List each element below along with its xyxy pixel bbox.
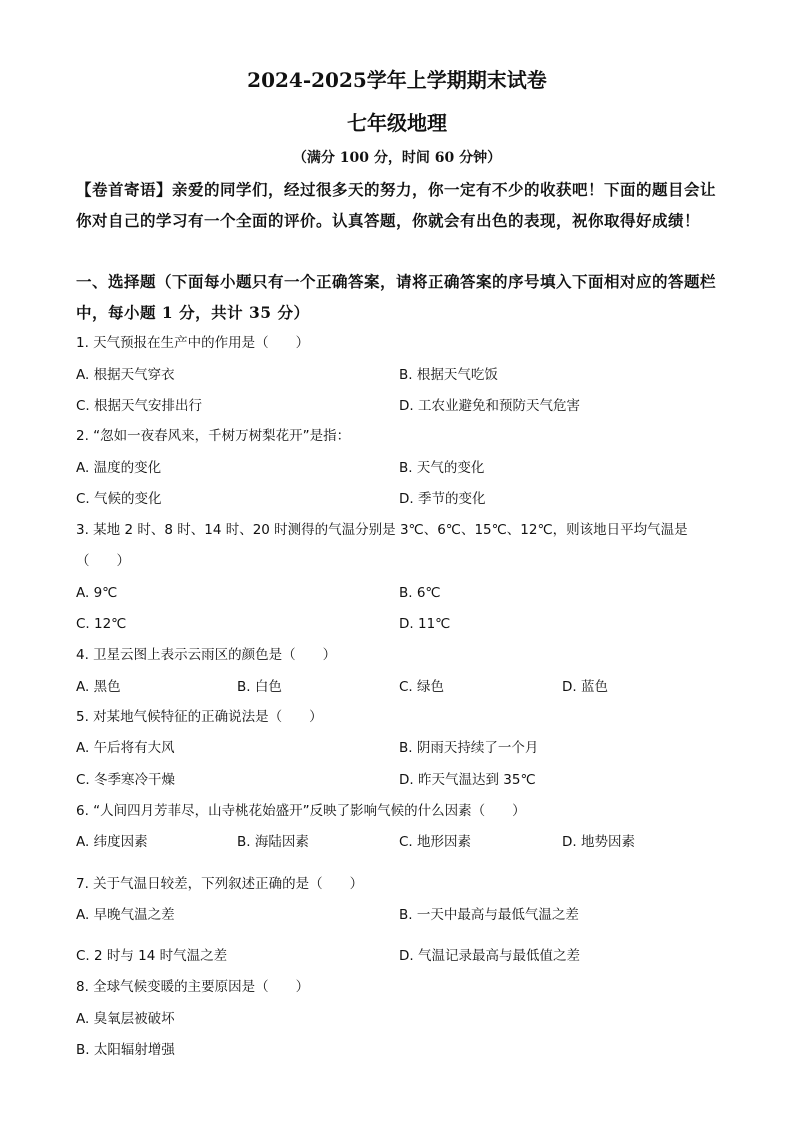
option-b: B. 天气的变化 — [399, 460, 485, 476]
option-c: C. 冬季寒冷干燥 — [76, 772, 176, 788]
option-b: B. 阴雨天持续了一个月 — [399, 740, 539, 756]
option-b: B. 白色 — [237, 679, 282, 695]
option-a: A. 温度的变化 — [76, 460, 162, 476]
option-c: C. 地形因素 — [399, 834, 472, 850]
option-b: B. 太阳辐射增强 — [76, 1042, 175, 1058]
option-c: C. 根据天气安排出行 — [76, 398, 203, 414]
exam-info: （满分 100 分，时间 60 分钟） — [292, 150, 502, 166]
option-a: A. 午后将有大风 — [76, 740, 175, 756]
option-d: D. 工农业避免和预防天气危害 — [399, 398, 580, 414]
option-b: B. 6℃ — [399, 585, 441, 601]
question-stem: 1. 天气预报在生产中的作用是（ ） — [76, 335, 310, 351]
option-d: D. 气温记录最高与最低值之差 — [399, 948, 580, 964]
option-a: A. 臭氧层被破坏 — [76, 1011, 175, 1027]
option-d: D. 蓝色 — [562, 679, 608, 695]
option-a: A. 黑色 — [76, 679, 121, 695]
question-stem: 6. “人间四月芳菲尽，山寺桃花始盛开”反映了影响气候的什么因素（ ） — [76, 803, 526, 819]
option-a: A. 早晚气温之差 — [76, 907, 175, 923]
option-b: B. 海陆因素 — [237, 834, 309, 850]
option-a: A. 根据天气穿衣 — [76, 367, 175, 383]
option-d: D. 11℃ — [399, 616, 451, 632]
option-c: C. 气候的变化 — [76, 491, 162, 507]
intro-message: 【卷首寄语】亲爱的同学们，经过很多天的努力，你一定有不少的收获吧！下面的题目会让你对自己的学习有一个全面的评价。认真答题，你就会有出色的表现，祝你取得好成绩！ — [76, 180, 717, 230]
question-stem: 4. 卫星云图上表示云雨区的颜色是（ ） — [76, 647, 337, 663]
option-d: D. 季节的变化 — [399, 491, 486, 507]
exam-subtitle: 七年级地理 — [347, 111, 447, 135]
question-stem: 2. “忽如一夜春风来，千树万树梨花开”是指： — [76, 428, 351, 444]
question-stem: 8. 全球气候变暖的主要原因是（ ） — [76, 979, 310, 995]
option-c: C. 2 时与 14 时气温之差 — [76, 948, 228, 964]
option-c: C. 12℃ — [76, 616, 127, 632]
option-c: C. 绿色 — [399, 679, 445, 695]
option-b: B. 一天中最高与最低气温之差 — [399, 907, 579, 923]
question-stem: 3. 某地 2 时、8 时、14 时、20 时测得的气温分别是 3℃、6℃、15℃、12℃，则该地日平均气温是 — [76, 522, 688, 538]
option-b: B. 根据天气吃饭 — [399, 367, 498, 383]
exam-title: 2024-2025学年上学期期末试卷 — [247, 68, 547, 92]
question-stem-continued: （ ） — [76, 553, 130, 569]
question-stem: 7. 关于气温日较差，下列叙述正确的是（ ） — [76, 876, 364, 892]
option-a: A. 9℃ — [76, 585, 118, 601]
section-heading: 一、选择题（下面每小题只有一个正确答案，请将正确答案的序号填入下面相对应的答题栏中，每小题 1 分，共计 35 分） — [76, 272, 717, 322]
question-stem: 5. 对某地气候特征的正确说法是（ ） — [76, 709, 323, 725]
option-d: D. 昨天气温达到 35℃ — [399, 772, 536, 788]
option-a: A. 纬度因素 — [76, 834, 148, 850]
option-d: D. 地势因素 — [562, 834, 635, 850]
